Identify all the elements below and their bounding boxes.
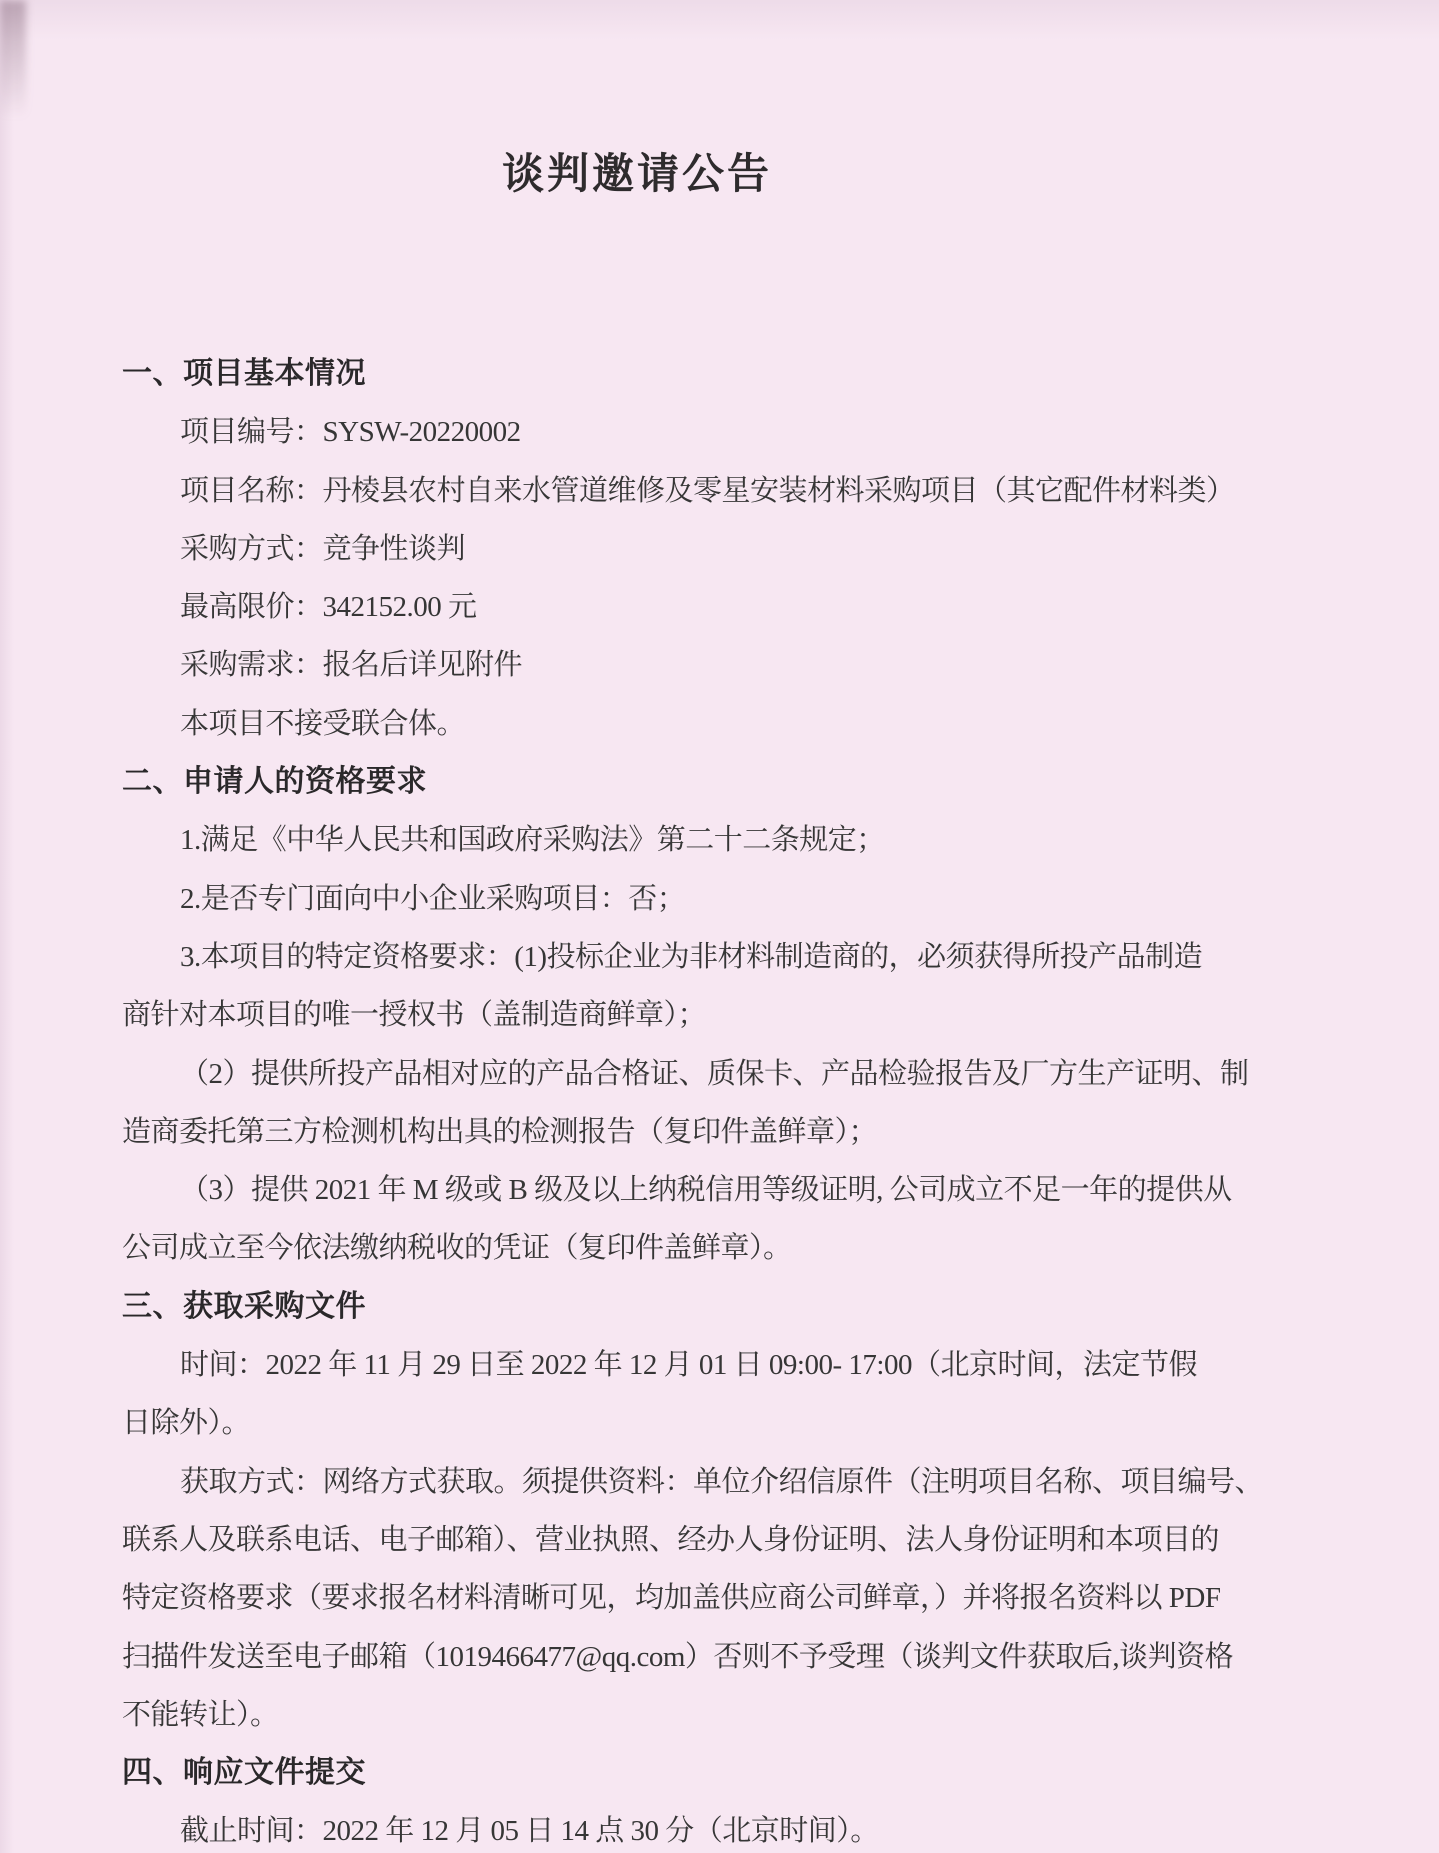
section-heading-qualification: 二、申请人的资格要求 [122,765,427,799]
document-content [122,150,1264,1853]
procurement-method-line: 采购方式：竞争性谈判 [180,532,466,565]
procurement-requirement-line: 采购需求：报名后详见附件 [180,649,523,682]
qualification-clause-1: 1.满足《中华人民共和国政府采购法》第二十二条规定； [180,824,885,857]
obtain-method-line-1: 获取方式：网络方式获取。须提供资料：单位介绍信原件（注明项目名称、项目编号、 [180,1465,1264,1498]
obtain-method-line-4: 扫描件发送至电子邮箱（1019466477@qq.com）否则不予受理（谈判文件获取后,谈判资格 [122,1640,1234,1673]
consortium-note-line: 本项目不接受联合体。 [180,707,466,740]
qualification-clause-3-3-line-2: 公司成立至今依法缴纳税收的凭证（复印件盖鲜章）。 [122,1232,792,1265]
price-limit-line: 最高限价：342152.00 元 [180,591,477,624]
obtain-method-line-3: 特定资格要求（要求报名材料清晰可见，均加盖供应商公司鲜章，）并将报名资料以 PDF [122,1582,1221,1615]
qualification-clause-3-line-1: 3.本项目的特定资格要求：(1)投标企业为非材料制造商的，必须获得所投产品制造 [180,940,1203,973]
obtain-time-line-2: 日除外）。 [122,1407,251,1440]
obtain-method-line-5: 不能转让）。 [122,1698,279,1731]
qualification-clause-3-2-line-2: 造商委托第三方检测机构出具的检测报告（复印件盖鲜章）； [122,1115,878,1148]
project-number-line: 项目编号：SYSW-20220002 [180,416,521,449]
obtain-time-line-1: 时间：2022 年 11 月 29 日至 2022 年 12 月 01 日 09:00- 17:00（北京时间，法定节假 [180,1349,1197,1382]
obtain-method-line-2: 联系人及联系电话、电子邮箱）、营业执照、经办人身份证明、法人身份证明和本项目的 [122,1523,1220,1556]
document-body [122,345,1264,1853]
submission-deadline-line: 截止时间：2022 年 12 月 05 日 14 点 30 分（北京时间）。 [180,1815,879,1848]
project-name-line: 项目名称：丹棱县农村自来水管道维修及零星安装材料采购项目（其它配件材料类） [180,474,1235,507]
section-heading-response-submission: 四、响应文件提交 [122,1756,366,1790]
qualification-clause-2: 2.是否专门面向中小企业采购项目：否； [180,882,686,915]
scan-edge-artifact [0,0,26,118]
qualification-clause-3-2-line-1: （2）提供所投产品相对应的产品合格证、质保卡、产品检验报告及厂方生产证明、制 [180,1057,1249,1090]
section-heading-project-info: 一、项目基本情况 [122,357,366,390]
qualification-clause-3-line-2: 商针对本项目的唯一授权书（盖制造商鲜章）； [122,999,707,1032]
section-heading-obtain-documents: 三、获取采购文件 [122,1289,366,1323]
document-title: 谈判邀请公告 [501,152,772,198]
qualification-clause-3-3-line-1: （3）提供 2021 年 M 级或 B 级及以上纳税信用等级证明, 公司成立不足一年的提供从 [180,1174,1232,1207]
